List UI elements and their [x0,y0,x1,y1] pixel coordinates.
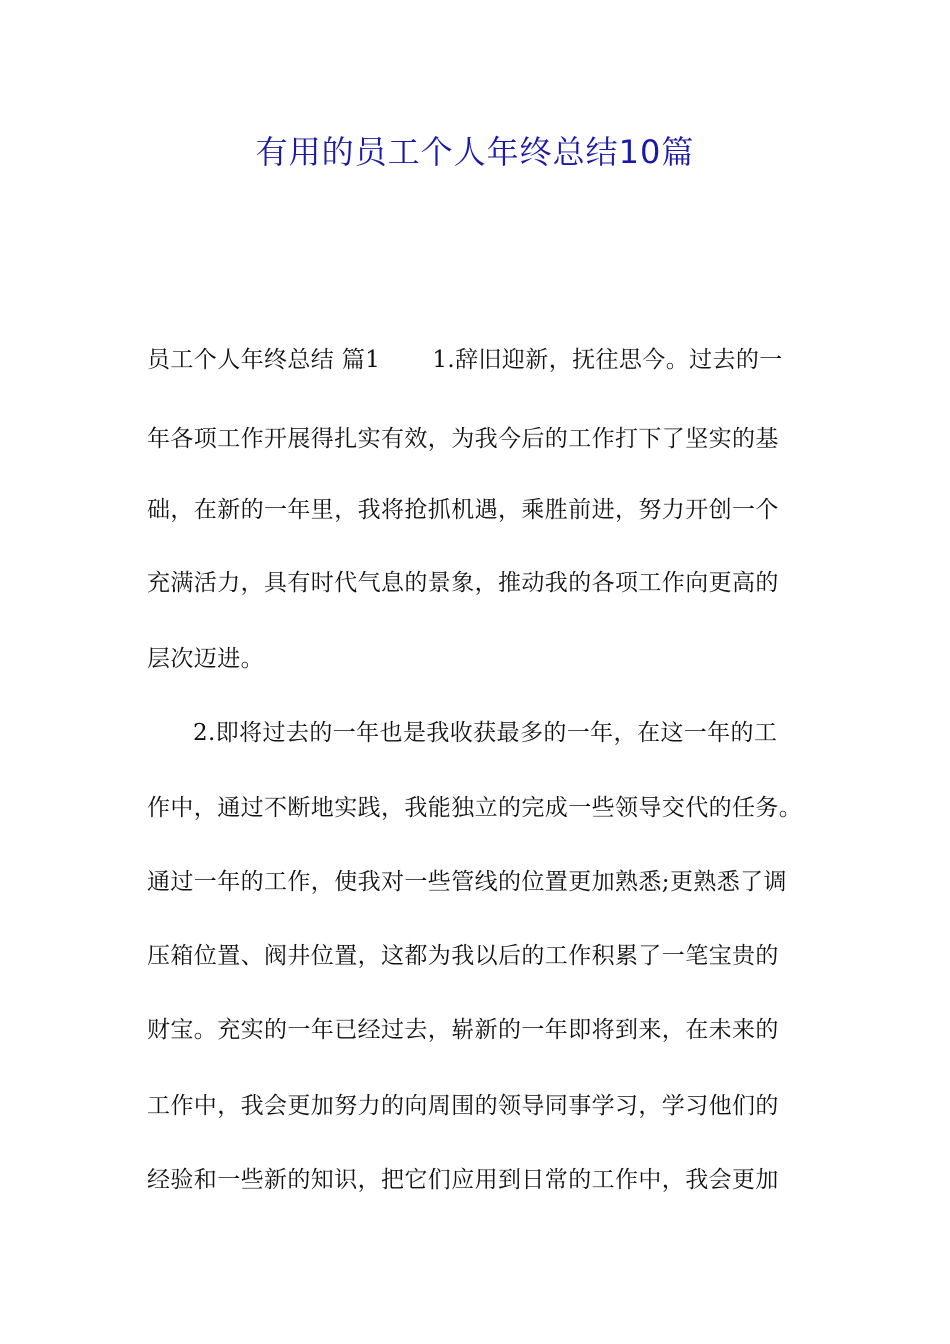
paragraph-2-line-4: 压箱位置、阀井位置，这都为我以后的工作积累了一笔宝贵的 [147,943,779,969]
paragraph-2-line-1: 2.即将过去的一年也是我收获最多的一年，在这一年的工 [193,720,778,746]
paragraph-2-line-3: 通过一年的工作，使我对一些管线的位置更加熟悉;更熟悉了调 [147,869,787,895]
paragraph-2-line-6: 工作中，我会更加努力的向周围的领导同事学习，学习他们的 [147,1093,779,1119]
paragraph-1-line-4: 充满活力，具有时代气息的景象，推动我的各项工作向更高的 [147,570,779,596]
paragraph-1-first-line: 1.辞旧迎新，抚往思今。过去的一 [432,347,783,373]
section-heading: 员工个人年终总结 篇1 [147,347,381,373]
paragraph-1-line-5: 层次迈进。 [147,646,264,672]
paragraph-1-line-1 [147,344,827,376]
paragraph-2-line-2: 作中，通过不断地实践，我能独立的完成一些领导交代的任务。 [147,795,803,821]
paragraph-1-line-2: 年各项工作开展得扎实有效，为我今后的工作打下了坚实的基 [147,426,779,452]
paragraph-2-line-5: 财宝。充实的一年已经过去，崭新的一年即将到来，在未来的 [147,1017,779,1043]
document-title: 有用的员工个人年终总结10篇 [255,133,695,171]
paragraph-1-line-3: 础，在新的一年里，我将抢抓机遇，乘胜前进，努力开创一个 [147,497,779,523]
paragraph-2-line-7: 经验和一些新的知识，把它们应用到日常的工作中，我会更加 [147,1167,779,1193]
